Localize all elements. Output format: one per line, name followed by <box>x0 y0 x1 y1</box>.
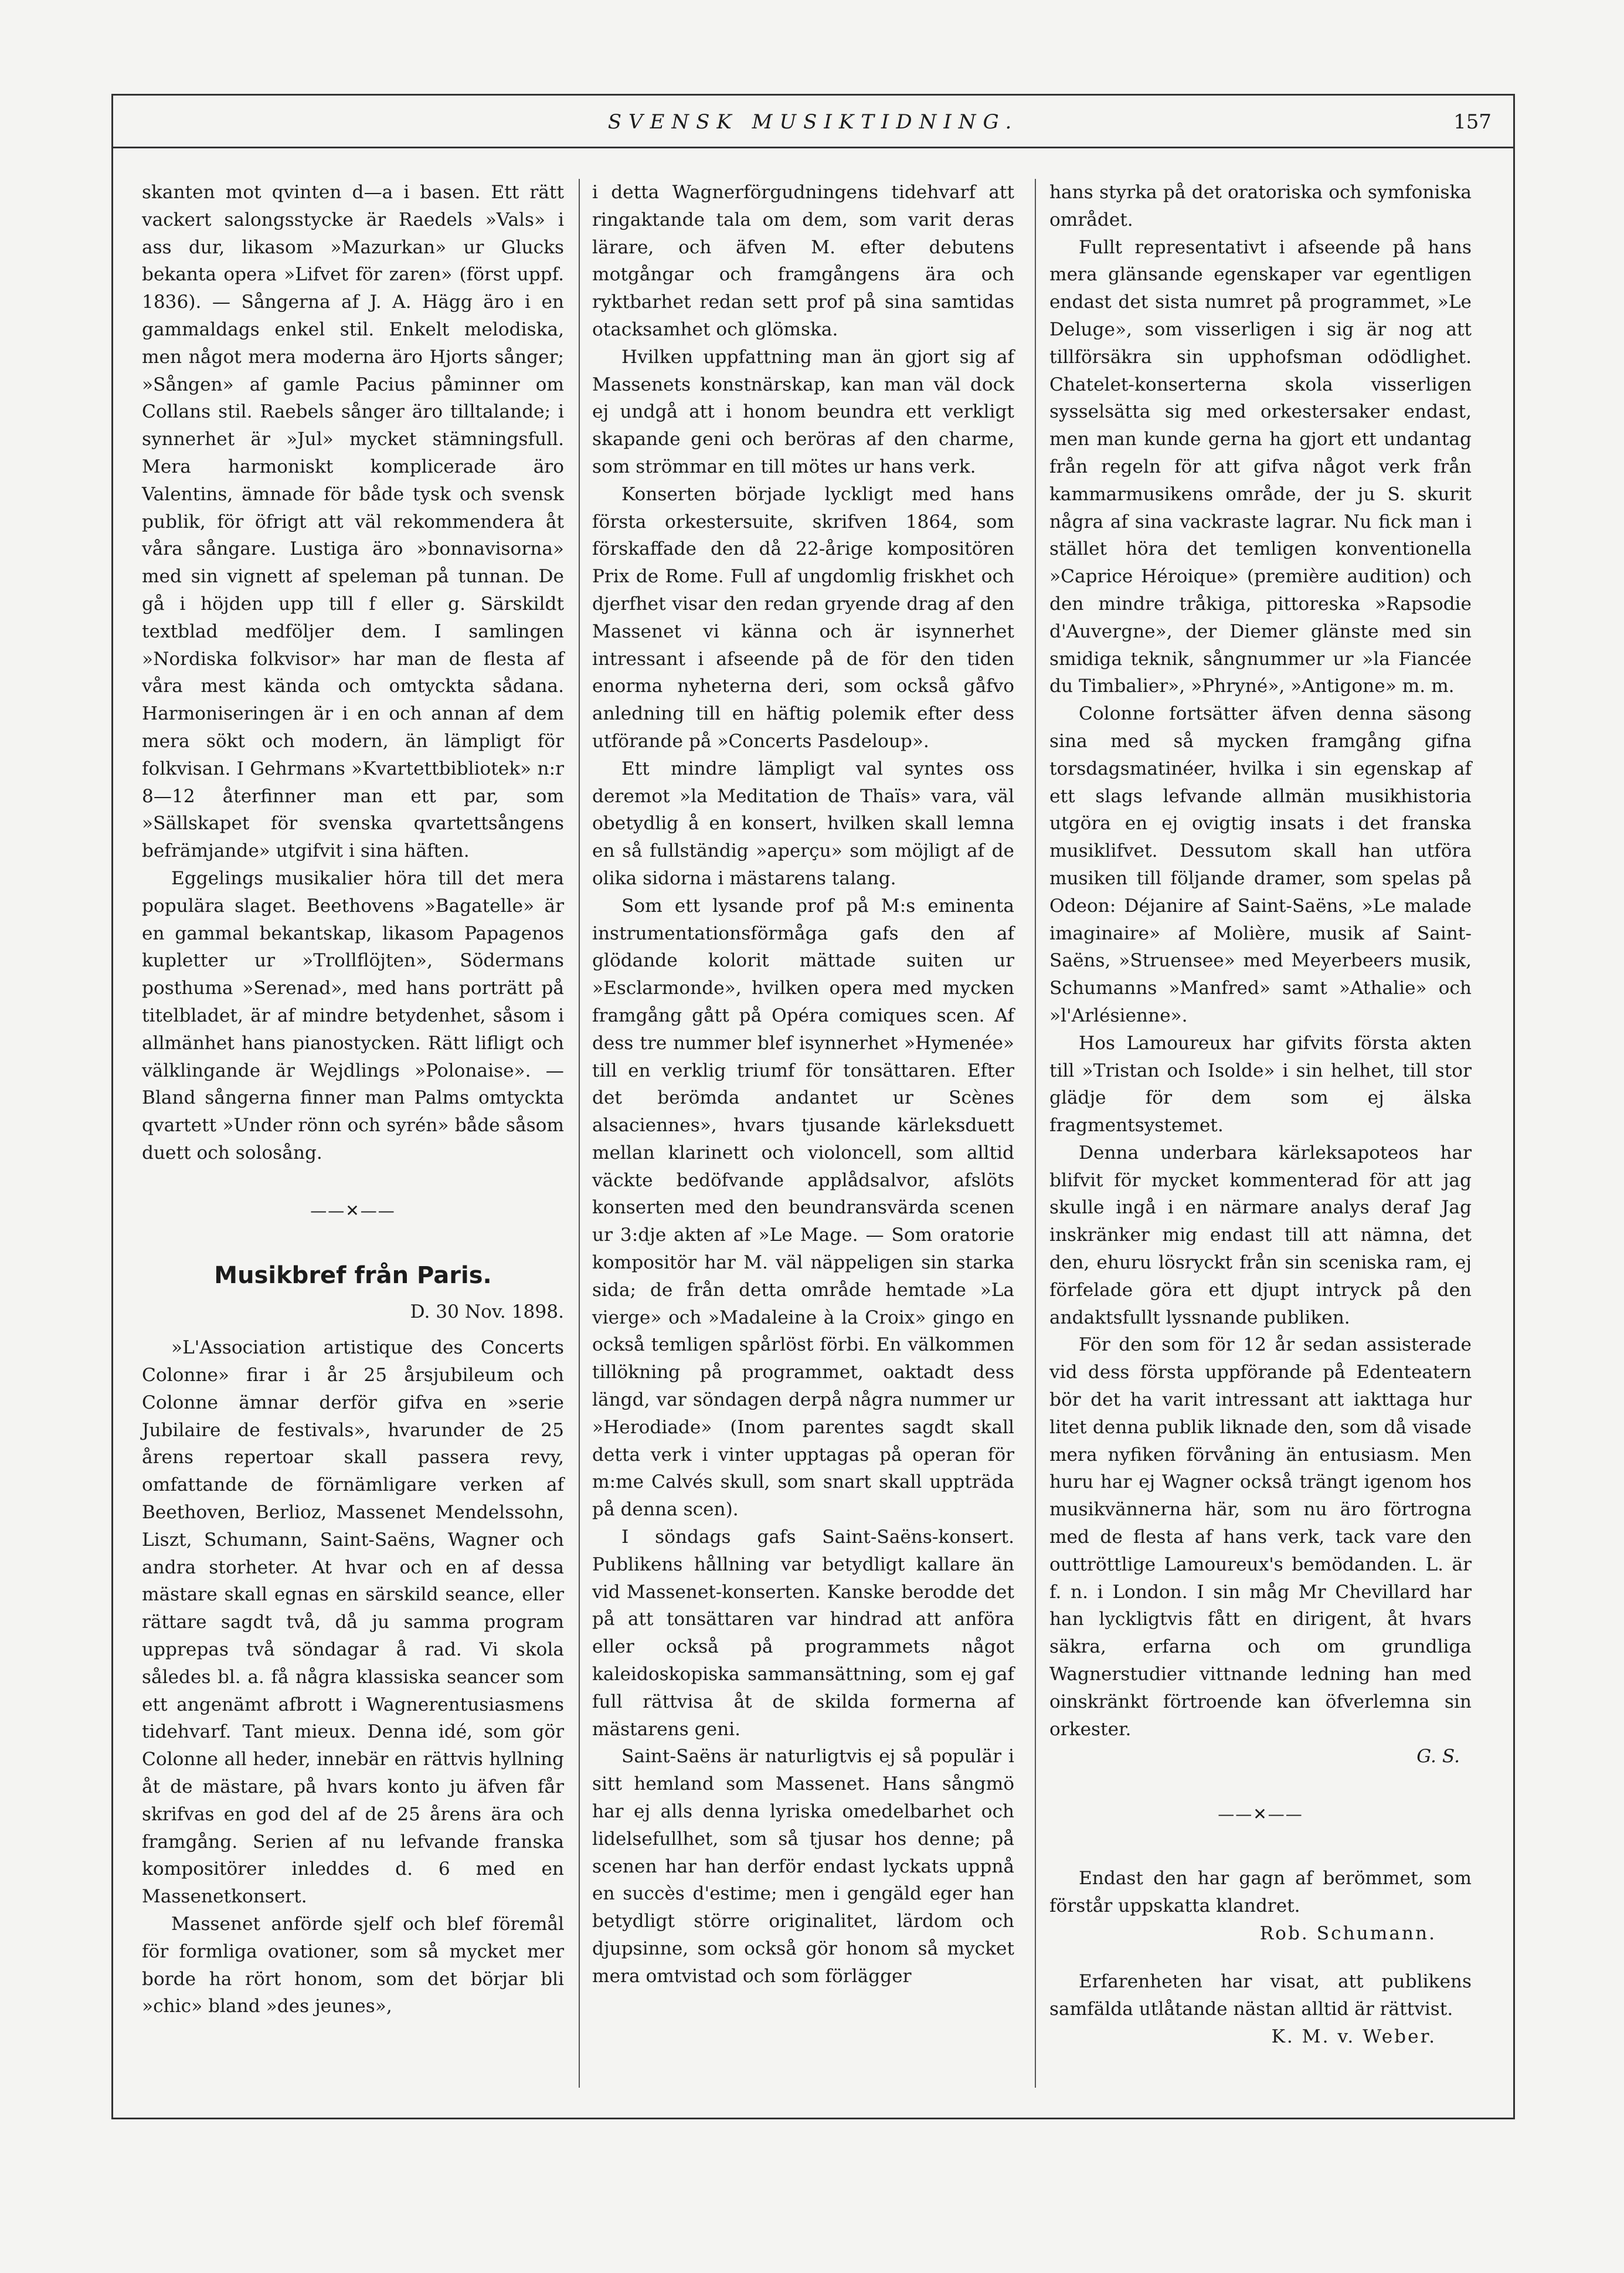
quote-block <box>1049 1865 1472 2051</box>
paragraph: hans styrka på det oratoriska och symfoniska området. <box>1049 182 1472 230</box>
paragraph: Saint-Saëns är naturligtvis ej så populär i sitt hemland som Massenet. Hans sångmö har ej alls denna lyriska omedelbarhet och lidelsefullhet, som så tjusar hos denne; på scenen har han derför endast lyckats uppnå en succès d'estime; men i gengäld eger han betydligt större originalitet, lärdom och djupsinne, som också gör honom så mycket mera omtvistad och som förlägger <box>592 1746 1014 1987</box>
paragraph: Colonne fortsätter äfven denna säsong sina med så mycken framgång gifna torsdagsmatinéer, hvilka i sin egenskap af ett slags lefvande allmän musikhistoria utgöra en ej ovigtig insats i det franska musiklifvet. Dessutom skall han utföra musiken till följande dramer, som spelas på Odeon: Déjanire af Saint-Saëns, »Le malade imaginaire» af Molière, musik af Saint-Saëns, »Struensee» med Meyerbeers musik, Schumanns »Manfred» samt »Athalie» och »l'Arlésienne». <box>1049 703 1472 1026</box>
section-ornament: ——✕—— <box>1218 1804 1303 1824</box>
paragraph: I söndags gafs Saint-Saëns-konsert. Publikens hållning var betydligt kallare än vid Massenet-konserten. Kanske berodde det på att tonsättaren var hindrad att anföra eller också på programmets något kaleidoskopiska sammansättning, som ej gaf full rättvisa åt de skilda formerna af mästarens geni. <box>592 1526 1014 1740</box>
column-middle <box>592 179 1014 1990</box>
section-title: Musikbref från Paris. <box>214 1262 492 1290</box>
paragraph: Hvilken uppfattning man än gjort sig af Massenets konstnärskap, kan man väl dock ej undgå att i honom beundra ett verkligt skapande geni och beröras af den charme, som strömmar en till mötes ur hans verk. <box>592 346 1014 477</box>
paragraph: För den som för 12 år sedan assisterade vid dess första uppförande på Edenteatern bör det ha varit intressant att iakttaga hur litet denna publik liknade den, som då visade mera nyfiken förvåning än entusiasm. Men huru har ej Wagner också trängt igenom hos musikvännerna här, som nu äro förtrogna med de flesta af hans verk, tack vare den outtröttlige Lamoureux's bemödanden. L. är f. n. i London. I sin måg Mr Chevillard har han lyckligtvis fått en dirigent, åt hvars säkra, erfarna och om grundliga Wagnerstudier vittnande ledning han med oinskränkt förtroende kan öfverlemna sin orkester. <box>1049 1334 1472 1740</box>
paragraph: Eggelings musikalier höra till det mera populära slaget. Beethovens »Bagatelle» är en gammal bekantskap, likasom Papagenos kupletter ur »Trollflöjten», Södermans posthuma »Serenad», med hans porträtt på titelbladet, är af mindre betydenhet, såsom i allmänhet hans pianostycken. Rätt lifligt och välklingande är Wejdlings »Polonaise». — Bland sångerna finner man Palms omtyckta qvartett »Under rönn och syrén» både såsom duett och solosång. <box>142 867 564 1163</box>
quote-text: Endast den har gagn af berömmet, som förstår uppskatta klandret. <box>1049 1868 1472 1916</box>
column-right <box>1049 179 1472 2051</box>
section-ornament: ——✕—— <box>310 1200 396 1220</box>
column-divider <box>1035 179 1036 2088</box>
quote-text: Erfarenheten har visat, att publikens samfälda utlåtande nästan alltid är rättvist. <box>1049 1971 1472 2020</box>
column-left <box>142 179 564 2020</box>
paragraph: Massenet anförde sjelf och blef föremål för formliga ovationer, som så mycket mer borde ha rört honom, som det börjar bli »chic» bland »des jeunes», <box>142 1914 564 2017</box>
paragraph: »L'Association artistique des Concerts Colonne» firar i år 25 årsjubileum och Colonne ämnar derför gifva en »serie Jubilaire de festivals», hvarunder de 25 årens repertoar skall passera revy, omfattande de förnämligare verken af Beethoven, Berlioz, Massenet Mendelssohn, Liszt, Schumann, Saint-Saëns, Wagner och andra storheter. At hvar och en af dessa mästare skall egnas en särskild seance, eller rättare sagdt två, då ju samma program upprepas två söndagar å rad. Vi skola således bl. a. få några klassiska seancer som ett angenämt afbrott i Wagnerentusiasmens tidehvarf. Tant mieux. Denna idé, som gör Colonne all heder, innebär en rättvis hyllning åt de mästare, på hvars konto ju äfven får skrifvas en god del af de 25 årens ära och framgång. Serien af nu lefvande franska kompositörer inleddes d. 6 med en Massenetkonsert. <box>142 1337 564 1908</box>
quote-author: K. M. v. Weber. <box>1271 2026 1436 2047</box>
signature: G. S. <box>1416 1746 1460 1767</box>
paragraph: Ett mindre lämpligt val syntes oss deremot »la Meditation de Thaïs» vara, väl obetydlig å en konsert, hvilken skall lemna en så fullständig »aperçu» som möjligt af de olika sidorna i mästarens talang. <box>592 758 1014 889</box>
column-divider <box>579 179 580 2088</box>
running-header <box>111 106 1515 148</box>
page-number: 157 <box>1453 110 1492 134</box>
paragraph: Denna underbara kärleksapoteos har blifvit för mycket kommenterad för att jag skulle ingå i en närmare analys deraf Jag inskränker mig endast till att nämna, det den, ehuru lösryckt från sin sceniska ram, ej förfelade göra ett djupt intryck på den andaktsfullt lyssnande publiken. <box>1049 1142 1472 1328</box>
paragraph: skanten mot qvinten d—a i basen. Ett rätt vackert salongsstycke är Raedels »Vals» i ass dur, likasom »Mazurkan» ur Glucks bekanta opera »Lifvet för zaren» (först uppf. 1836). — Sångerna af J. A. Hägg äro i en gammaldags enkel stil. Enkelt melodiska, men något mera moderna äro Hjorts sånger; »Sången» af gamle Pacius påminner om Collans stil. Raebels sånger äro tilltalande; i synnerhet är »Jul» mycket stämningsfull. Mera harmoniskt komplicerade äro Valentins, ämnade för både tysk och svensk publik, för öfrigt att väl rekommendera åt våra sångare. Lustiga äro »bonnavisorna» med sin vignett af speleman på tunnan. De gå i höjden upp till f eller g. Särskildt textblad medföljer dem. I samlingen »Nordiska folkvisor» har man de flesta af våra mest kända och omtyckta sådana. Harmoniseringen är i en och annan af dem mera sökt och modern, än lämpligt för folkvisan. I Gehrmans »Kvartettbibliotek» n:r 8—12 återfinner man ett par, som »Sällskapet för svenska qvartettsångens befrämjande» utgifvit i sina häften. <box>142 182 564 862</box>
paragraph: Hos Lamoureux har gifvits första akten till »Tristan och Isolde» i sin helhet, till stor glädje för dem som ej älska fragmentsystemet. <box>1049 1032 1472 1136</box>
quote-author: Rob. Schumann. <box>1259 1922 1436 1944</box>
dateline: D. 30 Nov. 1898. <box>410 1301 564 1323</box>
paragraph: i detta Wagnerförgudningens tidehvarf att ringaktande tala om dem, som varit deras lärare, och äfven M. efter debutens motgångar och framgångens ära och ryktbarhet redan sett prof på sina samtidas otacksamhet och glömska. <box>592 182 1014 340</box>
journal-title: SVENSK MUSIKTIDNING. <box>607 110 1019 134</box>
paragraph: Konserten började lyckligt med hans första orkestersuite, skrifven 1864, som förskaffade den då 22-årige kompositören Prix de Rome. Full af ungdomlig friskhet och djerfhet visar den redan gryende drag af den Massenet vi känna och är isynnerhet intressant i afseende på de för den tiden enorma nyheterna deri, som också gåfvo anledning till en häftig polemik efter dess utförande på »Concerts Pasdeloup». <box>592 483 1014 752</box>
paragraph: Som ett lysande prof på M:s eminenta instrumentationsförmåga gafs den af glödande kolorit mättade suiten ur »Esclarmonde», hvilken opera med mycken framgång gått på Opéra comiques scen. Af dess tre nummer blef isynnerhet »Hymenée» till en verklig triumf för tonsättaren. Efter det berömda andantet ur Scènes alsaciennes», hvars tjusande kärleksduett mellan klarinett och violoncell, som alltid väckte bedöfvande applådsalvor, afslöts konserten med den beundransvärda scenen ur 3:dje akten af »Le Mage. — Som oratorie kompositör har M. väl näppeligen sin starka sida; de från detta område hemtade »La vierge» och »Madaleine à la Croix» gingo en också temligen spårlöst förbi. En välkommen tillökning på programmet, oaktadt dess längd, var söndagen derpå några nummer ur »Herodiade» (Inom parentes sagdt skall detta verk i vinter upptagas på operan för m:me Calvés skull, som snart skall uppträda på denna scen). <box>592 895 1014 1521</box>
paragraph: Fullt representativt i afseende på hans mera glänsande egenskaper var egentligen endast det sista numret på programmet, »Le Deluge», som visserligen i sig är nog att tillförsäkra sin upphofsman odödlighet. Chatelet-konserterna skola visserligen sysselsätta sig med orkestersaker endast, men man kunde gerna ha gjort ett undantag från regeln för att gifva något verk från kammarmusikens område, der ju S. skurit några af sina vackraste lagrar. Nu fick man i stället höra det temligen konventionella »Caprice Héroique» (première audition) och den mindre tråkiga, pittoreska »Rapsodie d'Auvergne», der Diemer glänste med sin smidiga teknik, sångnummer ur »la Fiancée du Timbalier», »Phryné», »Antigone» m. m. <box>1049 236 1472 697</box>
